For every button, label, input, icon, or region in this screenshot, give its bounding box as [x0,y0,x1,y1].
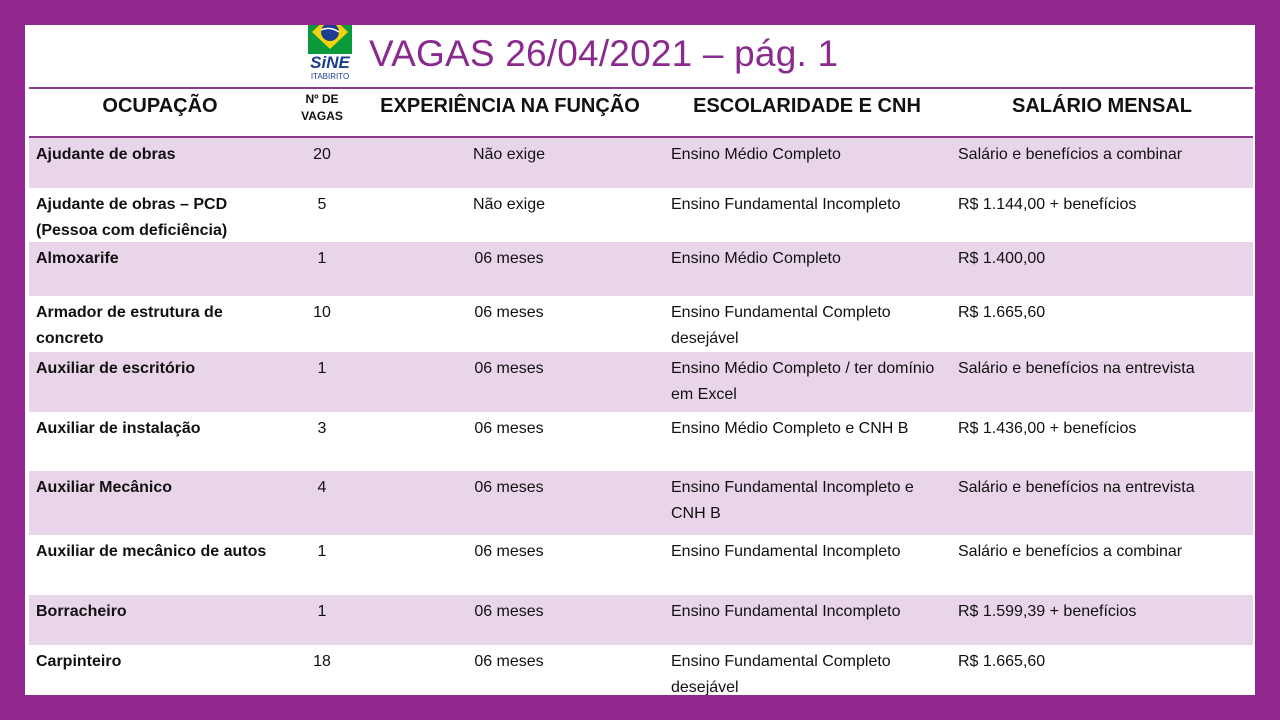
column-header-experiencia: EXPERIÊNCIA NA FUNÇÃO [380,95,640,117]
cell-escolaridade: Ensino Médio Completo e CNH B [671,420,909,437]
cell-ocupacao: Ajudante de obras – PCD (Pessoa com deficiência) [36,196,228,239]
cell-ocupacao: Auxiliar Mecânico [36,479,173,496]
table-row [29,352,1253,412]
cell-ocupacao: Ajudante de obras [36,146,176,163]
cell-salario: R$ 1.144,00 + benefícios [958,196,1137,213]
table-row [29,138,1253,188]
cell-vagas: 18 [313,653,331,670]
header-top-rule [29,87,1253,89]
cell-ocupacao: Almoxarife [36,250,119,267]
cell-vagas: 20 [313,146,331,163]
cell-ocupacao: Auxiliar de mecânico de autos [36,543,267,560]
cell-salario: Salário e benefícios na entrevista [958,360,1195,377]
cell-escolaridade: Ensino Médio Completo [671,250,841,267]
column-header-salario: SALÁRIO MENSAL [1012,95,1192,117]
cell-escolaridade: Ensino Fundamental Incompleto [671,196,901,213]
cell-vagas: 10 [313,304,331,321]
cell-ocupacao: Borracheiro [36,603,127,620]
svg-text:SiNE: SiNE [310,53,350,72]
column-header-ocupacao: OCUPAÇÃO [102,95,218,117]
cell-escolaridade: Ensino Fundamental Completo desejável [671,653,891,695]
cell-vagas: 4 [317,479,327,496]
cell-salario: R$ 1.665,60 [958,653,1046,670]
cell-experiencia: 06 meses [474,603,544,620]
cell-experiencia: 06 meses [474,420,544,437]
table-row [29,645,1253,695]
cell-escolaridade: Ensino Fundamental Incompleto [671,603,901,620]
sine-logo [307,25,353,82]
cell-experiencia: 06 meses [474,479,544,496]
table-row [29,595,1253,645]
cell-experiencia: 06 meses [474,360,544,377]
table-row [29,296,1253,352]
cell-ocupacao: Auxiliar de instalação [36,420,201,437]
table-row [29,188,1253,242]
cell-escolaridade: Ensino Fundamental Completo desejável [671,304,891,347]
cell-escolaridade: Ensino Fundamental Incompleto [671,543,901,560]
table-row [29,242,1253,296]
table-row [29,412,1253,471]
cell-salario: R$ 1.665,60 [958,304,1046,321]
cell-experiencia: Não exige [472,196,546,213]
column-header-escolaridade: ESCOLARIDADE E CNH [693,95,921,117]
column-header-vagas: Nº DE VAGAS [301,92,343,123]
cell-experiencia: Não exige [472,146,546,163]
cell-experiencia: 06 meses [474,304,544,321]
cell-vagas: 5 [317,196,327,213]
cell-salario: R$ 1.400,00 [958,250,1046,267]
cell-vagas: 1 [317,543,327,560]
cell-experiencia: 06 meses [474,543,544,560]
cell-vagas: 1 [317,603,327,620]
cell-salario: Salário e benefícios a combinar [958,146,1183,163]
cell-ocupacao: Carpinteiro [36,653,122,670]
cell-experiencia: 06 meses [474,653,544,670]
cell-salario: R$ 1.599,39 + benefícios [958,603,1137,620]
page-title: VAGAS 26/04/2021 – pág. 1 [369,33,839,74]
table-row [29,471,1253,535]
cell-salario: R$ 1.436,00 + benefícios [958,420,1137,437]
table-row [29,535,1253,595]
cell-escolaridade: Ensino Fundamental Incompleto e CNH B [671,479,914,522]
sine-logo-icon [307,25,353,82]
cell-vagas: 1 [317,250,327,267]
cell-escolaridade: Ensino Médio Completo / ter domínio em Excel [671,360,935,403]
cell-escolaridade: Ensino Médio Completo [671,146,841,163]
cell-experiencia: 06 meses [474,250,544,267]
cell-ocupacao: Auxiliar de escritório [36,360,196,377]
job-listing-sheet [25,25,1255,695]
cell-salario: Salário e benefícios na entrevista [958,479,1195,496]
cell-vagas: 1 [317,360,327,377]
cell-salario: Salário e benefícios a combinar [958,543,1183,560]
cell-ocupacao: Armador de estrutura de concreto [36,304,223,347]
svg-text:ITABIRITO: ITABIRITO [310,72,350,81]
cell-vagas: 3 [317,420,327,437]
